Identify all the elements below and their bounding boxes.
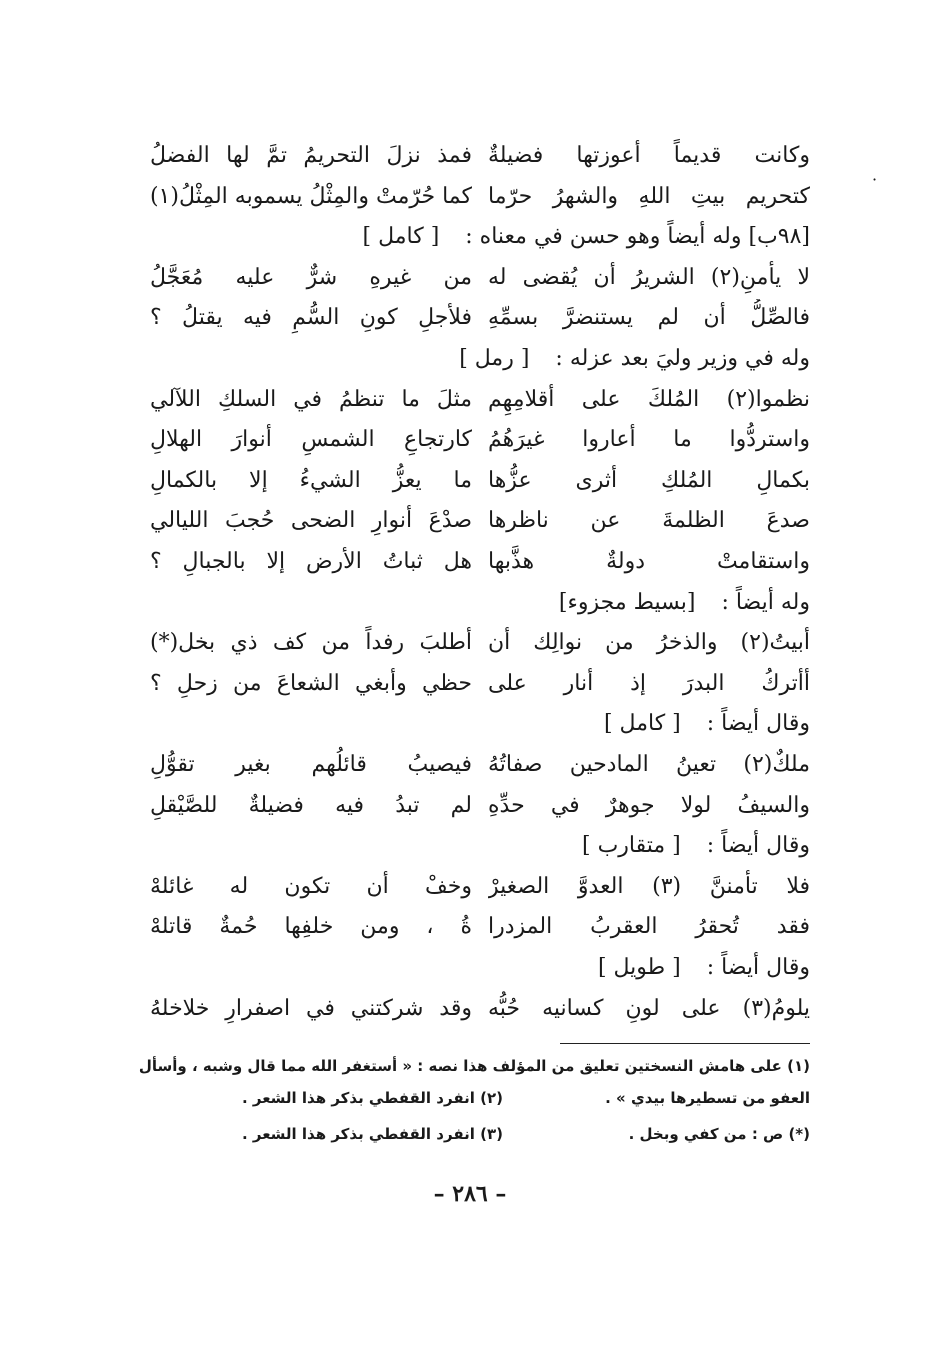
hemistich-second: لم تبدُ فيه فضيلةٌ للصَّيْقلِ (150, 793, 472, 818)
hemistich-second: ما يعزُّ الشيءُ إلا بالكمالِ (150, 468, 472, 493)
heading-text: [٩٨ب] وله أيضاً وهو حسن في معناه : (465, 224, 810, 249)
meter-label: [ رمل ] (459, 346, 530, 371)
verse-line (150, 990, 810, 1028)
verse-line (150, 299, 810, 337)
hemistich-first: لا يأمنِ(٢) الشريرُ أن يُقضى له (488, 265, 810, 290)
hemistich-first: وكانت قديماً أعوزتها فضيلةٌ (488, 143, 810, 168)
heading-text: وله أيضاً : (721, 590, 810, 615)
verse-line (150, 543, 810, 581)
heading-text: وقال أيضاً : (706, 711, 810, 736)
stray-mark: · (872, 170, 878, 189)
footnote-1-line-2: العفو من تسطيرها بيدي » . (605, 1089, 810, 1107)
hemistich-second: كما حُرّمتْ والمِثْلُ يسموبه المِثْلُ(١) (150, 184, 472, 209)
hemistich-first: صدعَ الظلمةَ عن ناظرها (488, 508, 810, 533)
hemistich-first: واستقامتْ دولةٌ هذَّبها (488, 549, 810, 574)
verse-line (150, 462, 810, 500)
verse-line (150, 868, 810, 906)
hemistich-second: هل ثباتُ الأرض إلا بالجبالِ ؟ (150, 549, 472, 574)
hemistich-first: أأتركُ البدرَ إذ أنار على (488, 671, 810, 696)
hemistich-second: حظي وأبغي الشعاعَ من زحلِ ؟ (150, 671, 472, 696)
meter-label: [ كامل ] (603, 711, 681, 736)
hemistich-first: فالصِّلُّ أن لم يستنضرَّ بسمِّهِ (488, 305, 810, 330)
hemistich-second: مثلَ ما تنظمُ في السلكِ اللآلي (150, 387, 472, 412)
footnote-3: (٣) انفرد القفطي بذكر هذا الشعر . (241, 1125, 503, 1143)
verse-line (150, 421, 810, 459)
hemistich-second: وخفْ أن تكون له غائلهْ (150, 874, 472, 899)
poem-heading (150, 705, 810, 743)
hemistich-first: واستردُّوا ما أعاروا غيرَهُمُ (488, 427, 810, 452)
verse-line (150, 665, 810, 703)
page-number: – ٢٨٦ – (433, 1181, 507, 1207)
hemistich-second: فيصيبُ قائلُهم بغير تقوُّلِ (150, 752, 472, 777)
verse-line (150, 259, 810, 297)
hemistich-second: ةُ ، ومن خلفِها حُمةٌ قاتلهْ (150, 914, 472, 939)
verse-line (150, 787, 810, 825)
hemistich-first: نظموا(٢) المُلكَ على أقلامِهِم (488, 387, 810, 412)
hemistich-second: وقد شركتني في اصفرارِ خلاخلهُ (150, 996, 472, 1021)
verse-line (150, 746, 810, 784)
poem-heading (150, 827, 810, 865)
hemistich-second: فلأجلِ كونِ السُّمِ فيه يقتلُ ؟ (150, 305, 472, 330)
footnote-2: (٢) انفرد القفطي بذكر هذا الشعر . (241, 1089, 503, 1107)
hemistich-first: أبيتُ(٢) والذخرُ من نوالِك أن (488, 630, 810, 655)
verse-line (150, 624, 810, 662)
poem-heading (150, 584, 810, 622)
poem-heading (150, 218, 810, 256)
poem-heading (150, 949, 810, 987)
footnote-star: (*) ص : من كفي وبخل . (628, 1125, 810, 1143)
verse-line (150, 908, 810, 946)
hemistich-second: فمذ نزلَ التحريمُ تمَّ لها الفضلُ (150, 143, 472, 168)
hemistich-second: كارتجاعِ الشمسِ أنوارَ الهلالِ (150, 427, 472, 452)
meter-label: [ كامل ] (362, 224, 440, 249)
hemistich-first: والسيفُ لولا جوهرٌ في حدِّهِ (488, 793, 810, 818)
poem-heading (150, 340, 810, 378)
footnote-1-line-1: (١) على هامش النسختين تعليق من المؤلف هذا نصه : « أستغفر الله مما قال وشبه ، وأسأل (138, 1057, 810, 1075)
meter-label: [ طويل ] (597, 955, 681, 980)
hemistich-first: فلا تأمننَّ (٣) العدوَّ الصغيرْ (488, 874, 810, 899)
hemistich-second: أطلبَ رفداً من كف ذي بخل(*) (150, 630, 472, 655)
verse-line (150, 178, 810, 216)
hemistich-second: من غيرهِ شرٌّ عليه مُعَجَّلُ (150, 265, 472, 290)
meter-label: [بسيط مجزوء] (558, 590, 696, 615)
hemistich-first: يلومُ(٣) على لونِ كسانيه حُبُّه (488, 996, 810, 1021)
verse-line (150, 381, 810, 419)
hemistich-second: صدْعَ أنوارِ الضحى حُجبَ الليالي (150, 508, 472, 533)
hemistich-first: بكمالِ المُلكِ أثرى عزُّها (488, 468, 810, 493)
verse-line (150, 137, 810, 175)
heading-text: وقال أيضاً : (706, 955, 810, 980)
hemistich-first: ملكٌ(٢) تعينُ المادحين صفاتُهُ (488, 752, 810, 777)
footnote-rule (560, 1043, 810, 1044)
hemistich-first: كتحريم بيتِ اللهِ والشهرُ حرّما (488, 184, 810, 209)
heading-text: وله في وزير وليَ بعد عزله : (555, 346, 810, 371)
verse-line (150, 502, 810, 540)
hemistich-first: فقد تُحقرُ العقربُ المزدرا (488, 914, 810, 939)
meter-label: [ متقارب ] (582, 833, 681, 858)
heading-text: وقال أيضاً : (706, 833, 810, 858)
